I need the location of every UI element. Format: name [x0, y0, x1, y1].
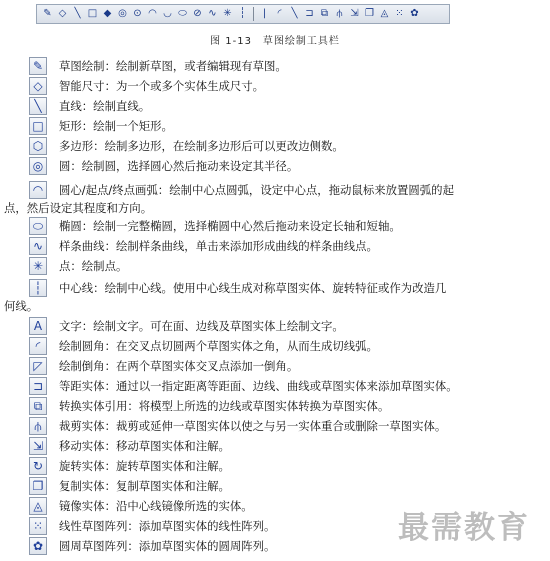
tool-icon: ⬭ — [29, 217, 47, 235]
sketch-icon[interactable]: ✎ — [43, 8, 52, 19]
centerline-icon[interactable]: ✳ — [223, 8, 232, 19]
tool-description: 转换实体引用：将模型上所选的边线或草图实体转换为草图实体。 — [59, 399, 390, 413]
smart-dimension-icon[interactable]: ◇ — [58, 8, 67, 19]
tool-icon: ◸ — [29, 357, 47, 375]
tool-icon: A — [29, 317, 47, 335]
line-icon[interactable]: ╲ — [74, 8, 81, 19]
tool-description: 圆心/起点/终点画弧：绘制中心点圆弧，设定中心点，拖动鼠标来放置圆弧的起 — [59, 183, 454, 197]
tool-description: 智能尺寸：为一个或多个实体生成尺寸。 — [59, 79, 265, 93]
tool-icon: ◎ — [29, 157, 47, 175]
tool-description: 圆：绘制圆，选择圆心然后拖动来设定其半径。 — [59, 159, 299, 173]
tool-description: 多边形：绘制多边形，在绘制多边形后可以更改边侧数。 — [59, 139, 344, 153]
rectangle-icon[interactable]: □ — [87, 8, 98, 19]
tool-description: 线性草图阵列：添加草图实体的线性阵列。 — [59, 519, 276, 533]
tool-description: 草图绘制：绘制新草图，或者编辑现有草图。 — [59, 59, 287, 73]
spline-icon[interactable]: ⊘ — [193, 8, 202, 19]
tool-description: 直线：绘制直线。 — [59, 99, 151, 113]
tool-icon: ✳ — [29, 257, 47, 275]
move-icon[interactable]: ⫛ — [336, 8, 343, 19]
tool-description: 圆周草图阵列：添加草图实体的圆周阵列。 — [59, 539, 276, 553]
circle-icon[interactable]: ◎ — [118, 8, 127, 19]
tool-icon: ⊐ — [29, 377, 47, 395]
text-icon[interactable]: ┆ — [239, 8, 246, 19]
tool-icon: ✎ — [29, 57, 47, 75]
sketch-toolbar — [36, 4, 450, 24]
tool-icon: ◜ — [29, 337, 47, 355]
offset-icon[interactable]: ╲ — [291, 8, 298, 19]
tool-description: 镜像实体：沿中心线镜像所选的实体。 — [59, 499, 253, 513]
tool-icon: ◬ — [29, 497, 47, 515]
copy-icon[interactable]: ❐ — [365, 8, 374, 19]
tool-icon: ⧉ — [29, 397, 47, 415]
circular-pattern-icon[interactable]: ✿ — [410, 8, 419, 19]
tool-icon: ⫛ — [29, 417, 47, 435]
tool-icon: ⇲ — [29, 437, 47, 455]
chamfer-icon[interactable]: ◜ — [277, 8, 282, 19]
tool-description: 样条曲线：绘制样条曲线，单击来添加形成曲线的样条曲线点。 — [59, 239, 378, 253]
tool-description: 移动实体：移动草图实体和注解。 — [59, 439, 230, 453]
tool-icon: ✿ — [29, 537, 47, 555]
tool-icon: ↻ — [29, 457, 47, 475]
rotate-icon[interactable]: ⇲ — [350, 8, 359, 19]
tool-icon: ◇ — [29, 77, 47, 95]
tool-description-continued: 点，然后设定其程度和方向。 — [4, 201, 153, 215]
tool-description: 中心线：绘制中心线。使用中心线生成对称草图实体、旋转特征或作为改造几 — [59, 281, 447, 295]
tool-description: 旋转实体：旋转草图实体和注解。 — [59, 459, 230, 473]
tool-description: 绘制圆角：在交叉点切圆两个草图实体之角，从而生成切线弧。 — [59, 339, 378, 353]
tool-description: 绘制倒角：在两个草图实体交叉点添加一倒角。 — [59, 359, 299, 373]
mirror-icon[interactable]: ◬ — [380, 8, 389, 19]
tool-description: 椭圆：绘制一完整椭圆，选择椭圆中心然后拖动来设定长轴和短轴。 — [59, 219, 401, 233]
tool-description-continued: 何线。 — [4, 299, 39, 313]
tool-description: 等距实体：通过以一指定距离等距面、边线、曲线或草图实体来添加草图实体。 — [59, 379, 458, 393]
linear-pattern-icon[interactable]: ⁙ — [395, 8, 404, 19]
tool-description: 矩形：绘制一个矩形。 — [59, 119, 173, 133]
circle2-icon[interactable]: ⊙ — [133, 8, 142, 19]
fillet-icon[interactable]: | — [262, 8, 267, 19]
tool-description: 点：绘制点。 — [59, 259, 128, 273]
tool-icon: ◠ — [29, 181, 47, 199]
tool-description: 文字：绘制文字。可在面、边线及草图实体上绘制文字。 — [59, 319, 344, 333]
polygon-icon[interactable]: ◆ — [103, 8, 112, 19]
tool-icon: ╲ — [29, 97, 47, 115]
trim-icon[interactable]: ⧉ — [320, 8, 329, 19]
tangent-arc-icon[interactable]: ◡ — [163, 8, 172, 19]
watermark: 最需教育 — [398, 510, 530, 546]
tool-description: 裁剪实体：裁剪或延伸一草图实体以使之与另一实体重合或删除一草图实体。 — [59, 419, 447, 433]
tool-icon: ┆ — [29, 279, 47, 297]
convert-icon[interactable]: ⊐ — [305, 8, 314, 19]
figure-caption: 图 1-13 草图绘制工具栏 — [210, 36, 340, 47]
tool-description: 复制实体：复制草图实体和注解。 — [59, 479, 230, 493]
tool-icon: ⬡ — [29, 137, 47, 155]
tool-icon: ∿ — [29, 237, 47, 255]
toolbar-separator — [253, 7, 254, 21]
tool-icon: ⁙ — [29, 517, 47, 535]
point-icon[interactable]: ∿ — [208, 8, 217, 19]
tool-icon: ❐ — [29, 477, 47, 495]
arc-icon[interactable]: ◠ — [148, 8, 157, 19]
ellipse-icon[interactable]: ⬭ — [178, 8, 187, 19]
tool-icon: □ — [29, 117, 47, 135]
